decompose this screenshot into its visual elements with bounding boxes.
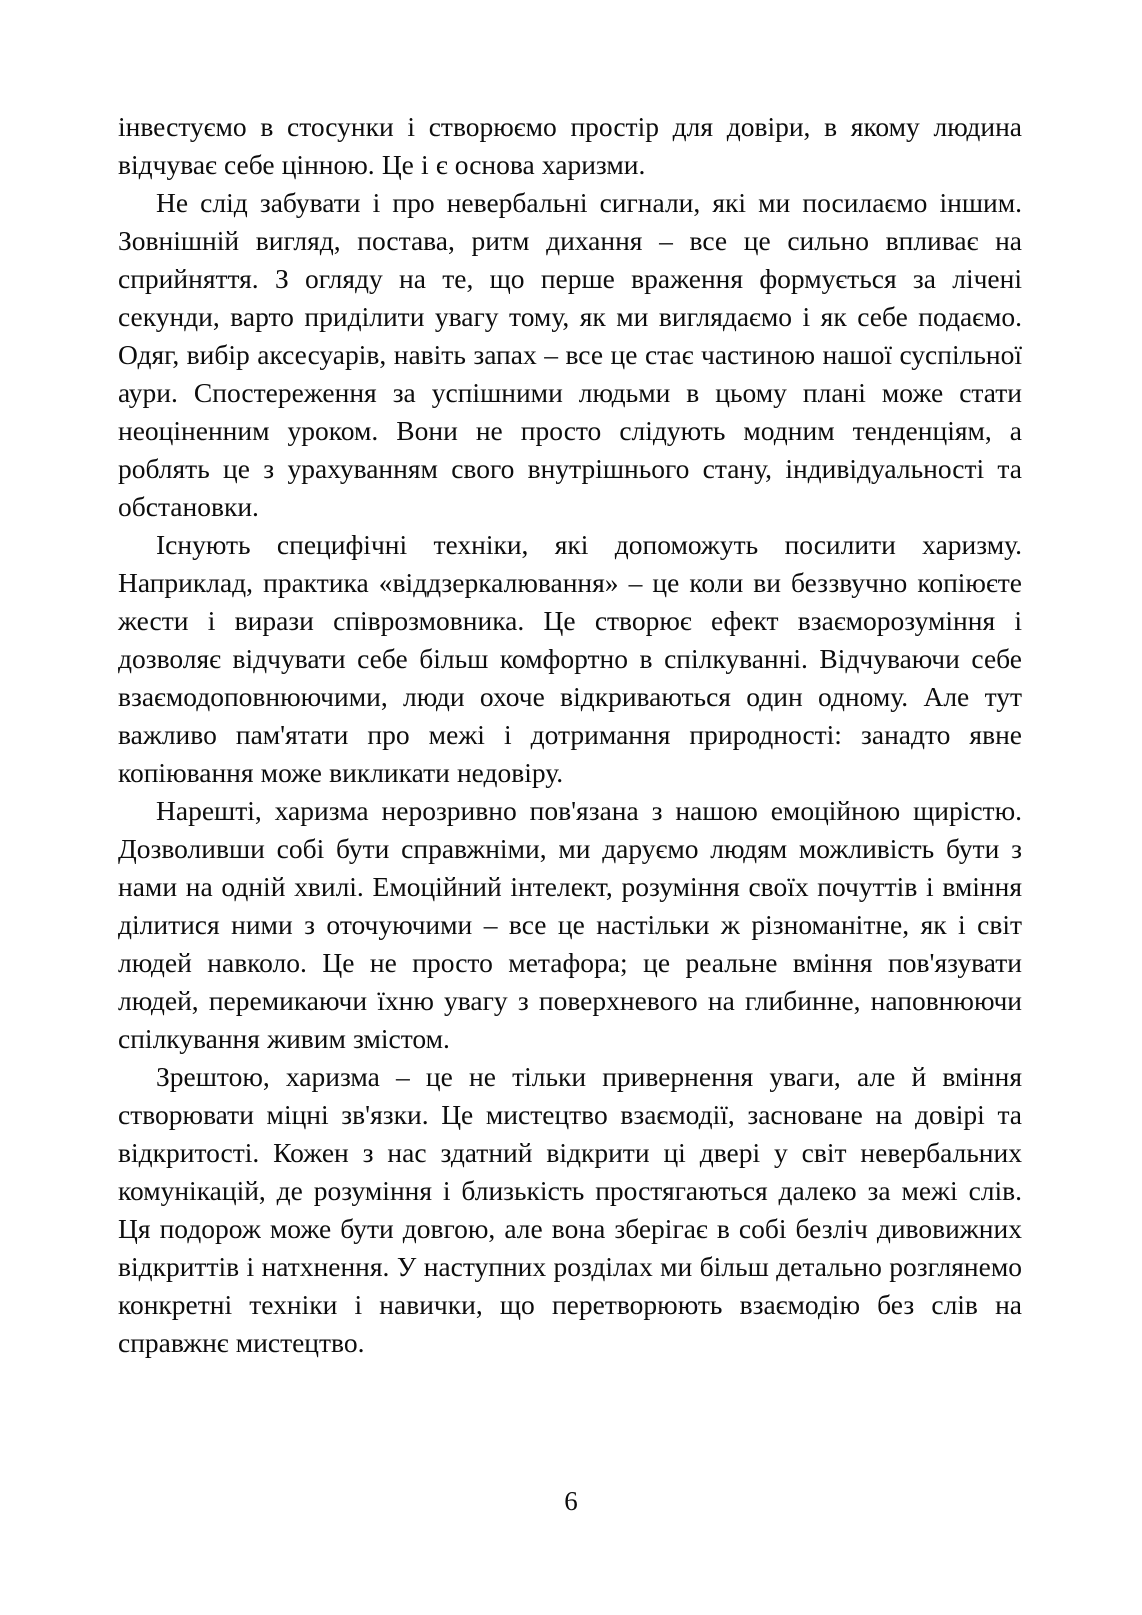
page-number: 6 (564, 1486, 578, 1516)
paragraph-specific-techniques: Існують специфічні техніки, які допоможуть посилити харизму. Наприклад, практика «віддзеркалювання» – це коли ви беззвучно копіюєте жести і вирази співрозмовника. Це створює ефект взаєморозуміння і дозволяє відчувати себе більш комфортно в спілкуванні. Відчуваючи себе взаємодоповнюючими, люди охоче відкриваються один одному. Але тут важливо пам'ятати про межі і дотримання природності: занадто явне копіювання може викликати недовіру. (118, 529, 1022, 788)
paragraph-continuation: інвестуємо в стосунки і створюємо простір для довіри, в якому людина відчуває себе цінною. Це і є основа харизми. (118, 111, 1022, 180)
paragraph-conclusion: Зрештою, харизма – це не тільки привернення уваги, але й вміння створювати міцні зв'язки. Це мистецтво взаємодії, засноване на довірі та відкритості. Кожен з нас здатний відкрити ці двері у світ невербальних комунікацій, де розуміння і близькість простягаються далеко за межі слів. Ця подорож може бути довгою, але вона зберігає в собі безліч дивовижних відкриттів і натхнення. У наступних розділах ми більш детально розглянемо конкретні техніки і навички, що перетворюють взаємодію без слів на справжнє мистецтво. (118, 1061, 1022, 1358)
page-text-block (118, 108, 1022, 1362)
paragraph-emotional-sincerity: Нарешті, харизма нерозривно пов'язана з нашою емоційною щирістю. Дозволивши собі бути справжніми, ми даруємо людям можливість бути з нами на одній хвилі. Емоційний інтелект, розуміння своїх почуттів і вміння ділитися ними з оточуючими – все це настільки ж різноманітне, як і світ людей навколо. Це не просто метафора; це реальне вміння пов'язувати людей, перемикаючи їхню увагу з поверхневого на глибинне, наповнюючи спілкування живим змістом. (118, 795, 1022, 1054)
paragraph-nonverbal-signals: Не слід забувати і про невербальні сигнали, які ми посилаємо іншим. Зовнішній вигляд, постава, ритм дихання – все це сильно впливає на сприйняття. З огляду на те, що перше враження формується за лічені секунди, варто приділити увагу тому, як ми виглядаємо і як себе подаємо. Одяг, вибір аксесуарів, навіть запах – все це стає частиною нашої суспільної аури. Спостереження за успішними людьми в цьому плані може стати неоціненним уроком. Вони не просто слідують модним тенденціям, а роблять це з урахуванням свого внутрішнього стану, індивідуальності та обстановки. (118, 187, 1022, 522)
